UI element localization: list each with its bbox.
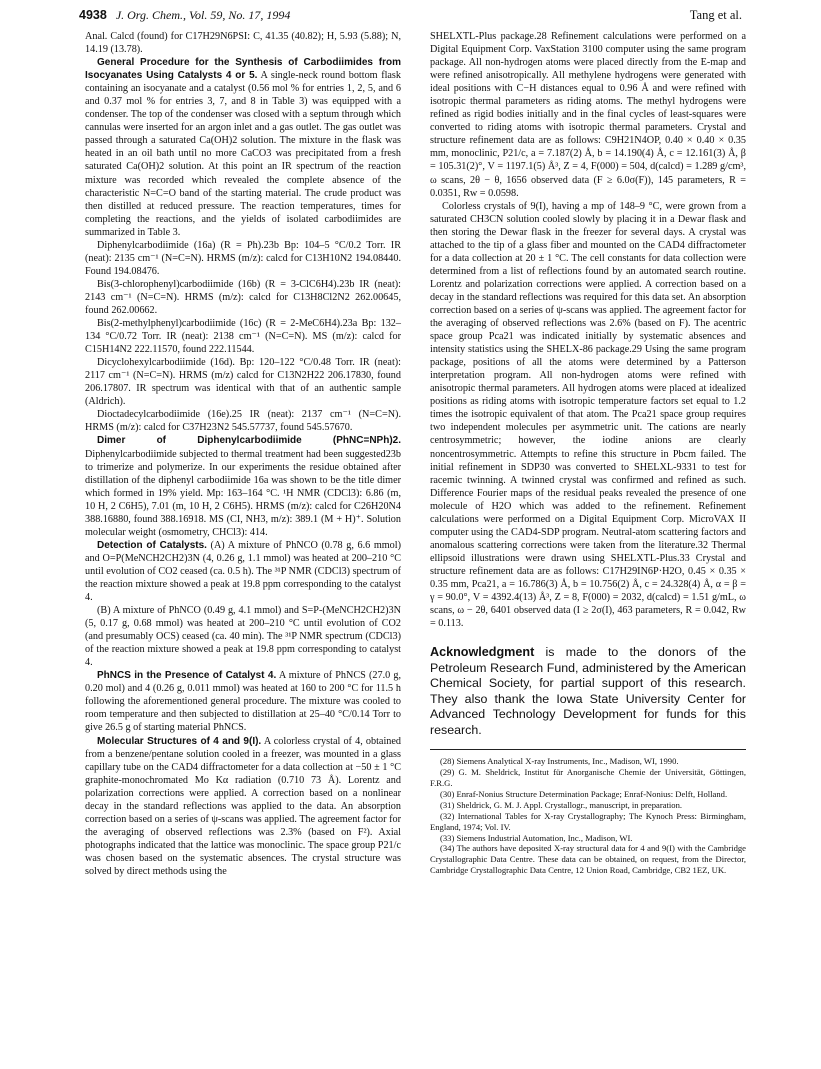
- journal-citation: J. Org. Chem., Vol. 59, No. 17, 1994: [115, 8, 291, 22]
- paragraph-text: Colorless crystals of 9(I), having a mp of 148–9 °C, were grown from a saturated CH3CN solution cooled slowly by placing it in a Dewar flask and then storing the Dewar flask in the freezer for several days. A crystal was attached to the tip of a glass fiber and mounted on the CAD4 diffractometer for a data collection at 20 ± 1 °C. The cell constants for data collection were determined from a list of reflections found by an automated search routine. Lorentz and polarization corrections were applied. A correction based on a decay in the standard reflections was required for this data set. An absorption correction based on a series of ψ-scans was applied. The agreement factor for the averaging of observed reflections was 2.6% (based on F). The acentric space group Pca21 was indicated initially by systematic absences and intensity statistics using the SHELX-86 package.29 Using the same program package, positions of all the atoms were determined by a Patterson interpretation program. All non-hydrogen atoms were refined with anisotropic thermal parameters. All hydrogen atoms were placed at idealized positions as riding atoms with isotropic temperature factors set equal to 1.2 times the isotropic equivalent of that atom. The Pca21 space group requires two independent molecules per asymmetric unit. The cations are nearly centrosymmetric; however, the iodine anions are clearly noncentrosymmetric. Attempts to refine this structure in Pbcm failed. The initial refinement in SDP30 was converted to SHELXL-9331 to test for racemic twinning. A twinned crystal was confirmed and refined as such. Difference Fourier maps of the residual peaks revealed the presence of one molecule of H2O which was added to the refinement. Refinement calculations were performed on a Digital Equipment Corp. MicroVAX II computer using the CAD4-SDP program. Neutral-atom scattering factors and anomalous scattering corrections were taken from the literature.32 Thermal ellipsoid illustrations were drawn using SHELXTL-Plus.33 Crystal and structure refinement data are as follows: C17H29IN6P·H2O, 0.45 × 0.35 × 0.35 mm, Pca21, a = 16.786(3) Å, b = 10.756(2) Å, c = 24.328(4) Å, α = β = γ = 90.0°, V = 4392.4(13) Å³, Z = 8, F(000) = 2032, d(calcd) = 1.51 g/mL, ω scans, ω − 2θ, 6401 observed data (I ≥ 2σ(I), 463 parameters, R = 0.042, Rw = 0.113.: [430, 200, 746, 630]
- paragraph: [85, 735, 401, 879]
- acknowledgment-heading: Acknowledgment: [430, 645, 535, 660]
- section-heading: Dimer of Diphenylcarbodiimide (PhNC=NPh)2.: [97, 435, 401, 447]
- paragraph: [430, 200, 746, 631]
- paragraph: [85, 356, 401, 408]
- paragraph-text: Dioctadecylcarbodiimide (16e).25 IR (neat): 2137 cm⁻¹ (N=C=N). HRMS (m/z): calcd for C37H23N2 545.57737, found 545.57670.: [85, 409, 401, 434]
- paragraph: [85, 239, 401, 278]
- acknowledgment: [430, 645, 746, 738]
- paragraph-text: (A) A mixture of PhNCO (0.78 g, 6.6 mmol) and O=P(MeNCH2CH2)3N (4, 0.26 g, 1.1 mmol) was heated at 200–210 °C until evolution of CO2 ceased (ca. 0.5 h). The ³¹P NMR (CDCl3) spectrum of the reaction mixture showed a peak at 19.8 ppm corresponding to the catalyst 4.: [85, 539, 401, 604]
- paragraph-text: Dicyclohexylcarbodiimide (16d). Bp: 120–122 °C/0.48 Torr. IR (neat): 2117 cm⁻¹ (N=C=N). HRMS (m/z) calcd for C13N2H22 206.17830, found 206.17807. IR spectrum was identical with that of an authentic sample (Aldrich).: [85, 357, 401, 408]
- paragraph-text: A single-neck round bottom flask containing an isocyanate and a catalyst (0.56 mol % for entries 1, 2, 5, and 6 and 0.37 mol % for entries 3, 7, and 8 in Table 3) was equipped with a condenser. The top of the condenser was closed with a septum through which cannulas were inserted for an argon inlet and a gas outlet. The gas outlet was passed through a saturated Ca(OH)2 solution. The mixture in the flask was heated in an oil bath until no more CaCO3 was precipitated from a fresh saturated Ca(OH)2 solution. At this point an IR spectrum of the reaction mixture was recorded which revealed the complete absence of the characteristic N=C=O band of the starting material. The crude product was then distilled at reduced pressure. The reaction temperatures, times for completing the reactions, and the yields of isolated carbodiimides are summarized in Table 3.: [85, 70, 401, 238]
- paragraph-text: (B) A mixture of PhNCO (0.49 g, 4.1 mmol) and S=P-(MeNCH2CH2)3N (5, 0.17 g, 0.68 mmol) was heated at 200–210 °C until evolution of CO2 (and presumably OCS) ceased (ca. 40 min). The ³¹P NMR spectrum (CDCl3) of the reaction mixture showed a peak at 19.8 ppm corresponding to catalyst 4.: [85, 605, 401, 669]
- acknowledgment-text: is made to the donors of the Petroleum Research Fund, administered by the American Chemical Society, for partial support of this research. They also thank the Iowa State University Center for Advanced Technology Development for funds for this research.: [430, 645, 746, 737]
- reference-item: (31) Sheldrick, G. M. J. Appl. Crystallogr., manuscript, in preparation.: [440, 799, 683, 810]
- reference-item: (29) G. M. Sheldrick, Institut für Anorganische Chemie der Universität, Göttingen, F.R.G.: [430, 767, 746, 788]
- paragraph-text: A mixture of PhNCS (27.0 g, 0.20 mol) and 4 (0.26 g, 0.011 mmol) was heated at 160 to 200 °C for 11.5 h following the aforementioned general procedure. The mixture was cooled to room temperature and then subjected to distillation at 25–40 °C/0.14 Torr to give 26.5 g of starting material PhNCS.: [85, 670, 401, 734]
- reference-item: (28) Siemens Analytical X-ray Instruments, Inc., Madison, WI, 1990.: [440, 756, 679, 767]
- right-column: [430, 30, 746, 876]
- references: [430, 749, 746, 876]
- section-heading: Detection of Catalysts.: [97, 539, 207, 551]
- paragraph-text: Bis(3-chlorophenyl)carbodiimide (16b) (R = 3-ClC6H4).23b IR (neat): 2143 cm⁻¹ (N=C=N). HRMS (m/z): calcd for C13H8Cl2N2 262.00645, found 262.00662.: [85, 278, 401, 316]
- paragraph: [85, 278, 401, 317]
- paragraph-text: Bis(2-methylphenyl)carbodiimide (16c) (R = 2-MeC6H4).23a Bp: 132–134 °C/0.72 Torr. IR (neat): 2138 cm⁻¹ (N=C=N). MS (m/z): calcd for C15H14N2 222.11570, found 222.11544.: [85, 318, 401, 356]
- paragraph: [85, 604, 401, 669]
- paragraph-text: Diphenylcarbodiimide subjected to thermal treatment had been suggested23b to trimerize and polymerize. In our experiments the residue obtained after distillation of the diphenyl carbodiimide 16a was shown to be the title dimer which formed in 19% yield. Mp: 163–164 °C. ¹H NMR (CDCl3): 6.86 (m, 10 H, 2 C6H5), 7.01 (m, 10 H, 2 C6H5). HRMS (m/z): calcd for C26H20N4 388.16880, found 388.16918. MS (CI, NH3, m/z): 389.1 (M + H)⁺. Solution molecular weight (osmometry, CHCl3): 414.: [85, 448, 401, 538]
- paragraph-text: Diphenylcarbodiimide (16a) (R = Ph).23b Bp: 104–5 °C/0.2 Torr. IR (neat): 2135 cm⁻¹ (N=C=N). HRMS (m/z): calcd for C13H10N2 194.08440. Found 194.08476.: [85, 239, 401, 277]
- paragraph: [85, 317, 401, 356]
- reference-item: (34) The authors have deposited X-ray structural data for 4 and 9(I) with the Cambridge Crystallographic Data Centre. These data can be obtained, on request, from the Director, Cambridge Crystallographic Data Centre, 12 Union Road, Cambridge, CB2 1EZ, UK.: [430, 843, 746, 876]
- running-header: [79, 6, 742, 24]
- running-authors: Tang et al.: [689, 8, 742, 22]
- paragraph: [85, 56, 401, 239]
- paragraph-text: Anal. Calcd (found) for C17H29N6PSI: C, 41.35 (40.82); H, 5.93 (5.88); N, 14.19 (13.78).: [85, 31, 401, 56]
- reference-item: (33) Siemens Industrial Automation, Inc., Madison, WI.: [440, 832, 633, 843]
- section-heading: PhNCS in the Presence of Catalyst 4.: [97, 670, 277, 682]
- paragraph: [85, 669, 401, 734]
- paragraph: [85, 30, 401, 56]
- paragraph-text: A colorless crystal of 4, obtained from a benzene/pentane solution cooled in a freezer, was mounted in a glass capillary tube on the CAD4 diffractometer for a data collection at −50 ± 1 °C graphite-monochromated Mo Kα radiation (0.710 73 Å). Lorentz and polarization corrections were applied. A correction based on a nonlinear decay in the standard reflections was applied to the data. An absorption correction based on a series of ψ-scans was applied. The agreement factor for the averaging of observed reflections was 2.3% (based on F²). Axial photographs indicated that the lattice was monoclinic. The space group P21/c was chosen based on the systematic absences. The crystal structure was solved by direct methods using the: [85, 735, 401, 877]
- paragraph: [430, 30, 746, 200]
- paragraph: [85, 408, 401, 434]
- paragraph: [85, 434, 401, 538]
- paragraph: [85, 539, 401, 604]
- paragraph-text: SHELXTL-Plus package.28 Refinement calculations were performed on a Digital Equipment Corp. VaxStation 3100 computer using the same program package. All non-hydrogen atoms were placed directly from the E-map and were refined anisotropically. All methylene hydrogens were generated with ideal positions with C−H distances equal to 0.96 Å and were refined with isotropic thermal parameters as riding atoms. The methyl hydrogens were refined as rigid bodies initially and in the final cycles of least-squares were converted to riding atoms with isotropic thermal parameters. Crystal and structure refinement data are as follows: C9H21N4OP, 0.40 × 0.40 × 0.35 mm, monoclinic, P21/c, a = 7.187(2) Å, b = 14.190(4) Å, c = 12.161(3) Å, β = 105.31(2)°, V = 1197.1(5) Å³, Z = 4, F(000) = 504, d(calcd) = 1.289 g/cm³, ω scans, 2θ − θ, 1656 observed data (F ≥ 6.0σ(F)), 145 parameters, R = 0.0351, Rw = 0.0598.: [430, 31, 746, 199]
- reference-item: (32) International Tables for X-ray Crystallography; The Kynoch Press: Birmingham, England, 1974; Vol. IV.: [430, 810, 746, 832]
- section-heading: Molecular Structures of 4 and 9(I).: [97, 735, 262, 747]
- reference-item: (30) Enraf-Nonius Structure Determination Package; Enraf-Nonius: Delft, Holland.: [440, 788, 728, 799]
- left-column: [85, 30, 401, 878]
- page-number: 4938: [79, 8, 107, 22]
- section-heading: General Procedure for the Synthesis of Carbodiimides from Isocyanates Using Catalysts 4 or 5.: [85, 57, 401, 82]
